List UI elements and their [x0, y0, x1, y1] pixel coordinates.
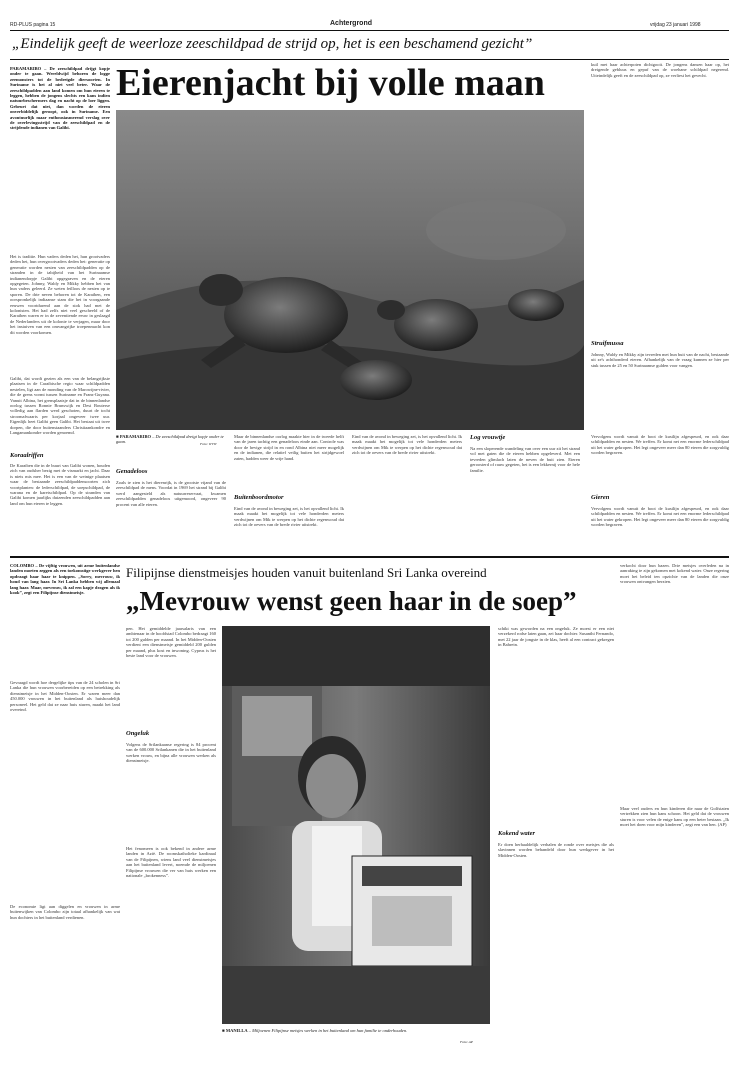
top-col-left-3: De Karaiben die in de buurt van Galibi wonen, houden zich van oudsher bezig met de vismarkt en jacht. Daar is niets mis mee. Het is een van de weinige plaatsen waar de bestaande zeeschildpaddensoorten zich voortplanten: de lederschildpad, de soepschildpad, de warana en de karetschildpad. Op de stranden van Galibi komen jaarlijks duizenden zeeschildpadden aan land om hun eieren te leggen.: [10, 463, 110, 506]
top-sub-gieren: Gieren: [591, 494, 610, 501]
top-col-right-1: kuil met haar achterpoten dichtgooit. De jongens dansen haar op, het dreigende gebluus en gepuf van de woehane schildpad negerend. Uiteindelijk geeft en de zeeschildpad op, ze verliest het gevecht.: [591, 62, 729, 78]
bottom-col-4b: Er doen herhaaldelijk verhalen de ronde over meisjes die als slavinnen worden behandeld door hun werkgever in het Midden-Oosten.: [498, 842, 614, 858]
maid-photo: [222, 626, 490, 1024]
top-lead: PARAMARIBO – De zeeschildpad drijgt kopje onder te gaan. Wereldwijd behoren de logge zeemonsters tot de bedreigde diersoorten. In Suriname is het al niet veel beter. Waar de zeeschildpadden aan land komen om hun eieren te leggen, hebben de jongens slechts een kans indien natuurbeschermers dag en nacht op de loer liggen. Gebeurt dat niet, dan worden de eieren onverbiddelijk geroopt, ook in Suriname. Een avontuurlijk maar enthousiasmerend verslag over de overlevingsstrijd van de zeeschildpad en de strijdende indianen van Galibi.: [10, 66, 110, 131]
section-title: Achtergrond: [330, 20, 372, 27]
quote-rule: [10, 59, 729, 60]
top-col-5: Na een sloperende wandeling van over een uur zit het strand vol met gaten die de eieren hebben opgeleverd. Met een tevreden glimlach laten de neven de buit zien. Eieren geroosterd of rauw gegeten, het is een lekkernij voor de hele familie.: [470, 446, 580, 473]
top-col-3b: Eind van de avond in beweging zet, is het opvallend licht. Ik maak maakt het mogelijk tot vele honderden meters verdwijnen om Mik te werpen op het dichte regenwoud dat zich tot de oevers van de brede rivier uitstrekt.: [234, 506, 344, 528]
top-col-left-2: Galibi, dat wordt gezien als een van de belangrijkste plaatsen in de Caraibische regio waar schildpadden nestelen, ligt aan de monding van de Marowijne-rivier, die de grens vormt tussen Suriname en Frans-Guyana. Vanuit Albina, het grensplaatsje dat in de binnenlandse oorlog tussen Ronnie Brunswijk en Desi Bouterse volledig aan flarden werd geschoten, duurt de tocht stroomafwaarts per korjaal ongeveer twee uur. Eigenlijk heet Galibi geen Galibi. Het bestaat uit twee dorpen, die door buitenstaanders Christiaankondre en Langamankondre worden genoemd.: [10, 376, 110, 436]
header-rule: [10, 30, 729, 31]
hot-box: [352, 856, 472, 966]
bottom-col-4a: schikt was geworden na een ongeluk. Ze moest er een niet verzekerd rodse laten gaan, zei haar dochter. Susanthi Fernando, met 22 jaar de jongste in de klas, heeft al een contract gekregen in Bahrein.: [498, 626, 614, 648]
story-divider: [10, 556, 729, 558]
page-date: vrijdag 23 januari 1998: [650, 22, 701, 28]
top-sub-log-vrouwtje: Log vrouwtje: [470, 434, 506, 441]
turtle-shape-4: [340, 360, 412, 400]
bottom-sub-ongeluk: Ongeluk: [126, 730, 150, 737]
turtle-photo: [116, 110, 584, 430]
maid-caption-dateline: MANILLA: [225, 1028, 248, 1033]
bottom-headline: „Mevrouw wenst geen haar in de soep”: [126, 586, 577, 616]
top-sub-koraalriffen: Koraalriffen: [10, 452, 44, 459]
top-col-left-1: Het is traditie. Hun vaders deden het, hun grootvaders deden het, hun overgrootvaders deden het: generatie op generatie worden nesten van zeeschildpadden op de stranden in de tabijheid van het Surinaamse indianendorpje Galibi opgegraven en de eieren opgegeten. Johnny, Waldy en Mikky hebben het van hun vaders geleerd. Ze weten feilloos de nesten op te sporen. De drie neven behoren tot de Karaiben, een oorspronkelijk indiaanse stam die het in voorgaande eeuwen voortdurend aan de stok had met de kolonisten. Het had zelfs niet veel gescheeld of de Karaiben waren er in de zeventiende eeuw in geslaagd de Nederlanders uit de kolonie te verjagen, maar door het instuiven van een omvangrijke troepenmacht kon dit worden voorkomen.: [10, 254, 110, 335]
maid-photo-credit: Foto: AP: [460, 1040, 473, 1044]
bottom-col-1b: De economie ligt aan diggelen en vrouwen in arme buitenwijken van Colombo zijn totaal afhankelijk van wat hun dochters in het buitenland verdienen.: [10, 904, 120, 920]
top-headline: Eierenjacht bij volle maan: [116, 62, 545, 104]
bottom-sub-kokend-water: Kokend water: [498, 830, 536, 837]
top-sub-buitenboordmotor: Buitenboordmotor: [234, 494, 284, 501]
caption-dateline: PARAMARIBO: [119, 434, 152, 439]
bottom-col-right-2: Maar veel ouders en hun kinderen die naar de Golfstaten vertrekken zien hun kans schoon. Het geld dat de vrouwen sturen is voor velen de enige kans op een beter bestaan. „Ik moet het doen voor mijn kinderen”, zegt een van hen. (AP): [620, 806, 729, 828]
bottom-col-1a: Gevraagd wordt hoe dergelijke tips van de 24 scholen in Sri Lanka die hun vrouwen voorbereiden op een betrekking als dienstmeisje in het Midden-Oosten. Er waren meer dan 450.000 vrouwen in het buitenland als huishoudelijk personeel. Het geld dat ze naar huis sturen, maakt het land overeind.: [10, 680, 120, 713]
caption-text: – De zeeschildpad dreigt kopje onder te gaan.: [116, 434, 224, 445]
turtle-photo-caption: ■ PARAMARIBO – De zeeschildpad dreigt kopje onder te gaan.: [116, 434, 224, 445]
top-col-2: Zoals te zien is het dierenrijk, is de grootste vijand van de zeeschildpad de mens. Voordat in 1969 het strand bij Galibi werd aangesteld als natuurreservaat, kwamen zeeschildpadden genadeloos uitgemoord, ongeveer 90 procent van alle eieren.: [116, 480, 226, 507]
top-sub-struifmussa: Struifmussa: [591, 340, 624, 347]
top-col-6b: Vervolgens wordt vanuit de boot de kustlijn afgespeurd, en ook daar schildpadden en nesten. We treffen. Er komt net een enorme lederschildpad uit het water gekropen. Het legt ongeveer meer dan 80 eieren die zorgvuldig worden begraven.: [591, 506, 729, 528]
maid-photo-caption: ■ MANILLA – Miljoenen Filipijnse meisjes werken in het buitenland om hun familie te onderhouden.: [222, 1028, 408, 1033]
bottom-col-right-1: verkocht door hun bazen. Drie meisjes overleden na in aanraking te zijn gekomen met kokend water. Onze regering moet het beleid ten opzichte van de landen die onze vrouwen ontvangen herzien.: [620, 563, 729, 585]
bottom-col-2a: pen. Het gemiddelde jaarsalaris van een ambtenaar in de hoofdstad Colombo bedraagt 160 tot 200 gulden per maand. In het Midden-Oosten verdient een dienstmeisje gemiddeld 200 gulden per maand, plus kost en inwoning. Cyprus is het beste land voor de vrouwen.: [126, 626, 216, 659]
top-col-6a: Vervolgens wordt vanuit de boot de kustlijn afgespeurd, en ook daar schildpadden en nesten. We treffen. Er komt net een enorme lederschildpad uit het water gekropen. Het legt ongeveer meer dan 80 eieren die zorgvuldig worden begraven.: [591, 434, 729, 456]
turtle-image: [116, 110, 584, 430]
bottom-col-2b: Volgens de Srilankaanse regering is 84 procent van de 600.000 Srilankanen die in het buitenland werken vrouw, en bijna alle vrouwen werken als dienstmeisje.: [126, 742, 216, 764]
bottom-col-2c: Het fenomeen is ook bekend in andere arme landen in Azië. De roomskatholieke kardinaal van de Filipijnen, wiens land veel dienstmeisjes aan het buitenland levert, noemde de miljoenen Filipijnse vrouwen die ver van huis werken een nationale „brokenness”.: [126, 846, 216, 879]
top-col-4: Eind van de avond in beweging zet, is het opvallend licht. Ik maak maakt het mogelijk tot vele honderden meters verdwijnen om Mik te werpen op het dichte regenwoud dat zich tot de oevers van de brede rivier uitstrekt.: [352, 434, 462, 456]
maid-image: [222, 626, 490, 1024]
turtle-photo-credit: Foto: WVW: [200, 442, 217, 446]
top-quote: „Eindelijk geeft de weerloze zeeschildpad de strijd op, het is een beschamend gezicht”: [12, 36, 533, 52]
top-sub-genadeloos: Genadeloos: [116, 468, 148, 475]
top-col-3a: Maar de binnenlandse oorlog maakte hier in de tweede helft van de jaren tachtig een genadeloos einde aan. Controle was door de hevige strijd in en rond Albina niet meer mogelijk en de indianen, die relatief veilig buiten het strijdgewoel zaten, hadden weer de vrije hand.: [234, 434, 344, 461]
top-col-right-2: Johnny, Waldy en Mikky zijn tevreden met hun buit van de nacht, bestaande uit ze's achthonderd eieren. Afhankelijk van de vraag kunnen ze hier per stuk tussen de 25 en 50 Surinaamse gulden voor vangen.: [591, 352, 729, 368]
page-number: RD-PLUS pagina 15: [10, 22, 56, 28]
bottom-kicker: Filipijnse dienstmeisjes houden vanuit buitenland Sri Lanka overeind: [126, 565, 487, 580]
maid-caption-text: – Miljoenen Filipijnse meisjes werken in het buitenland om hun familie te onderhouden.: [248, 1028, 408, 1033]
turtle-shape-3: [508, 289, 564, 321]
bottom-lead: COLOMBO – De vijftig vrouwen, uit arme buitenlandse landen moeten zeggen als een toekomstige werkgever hen opdraagt haar haar te knippen. „Sorry, mevrouw, ik houd van lang haar. In Sri Lanka hebben wij allemaal lang haar. Maar, mevrouw, ik zal een kapje dragen als ik kook”, zegt een Filipijnse dienstmeisje.: [10, 563, 120, 596]
